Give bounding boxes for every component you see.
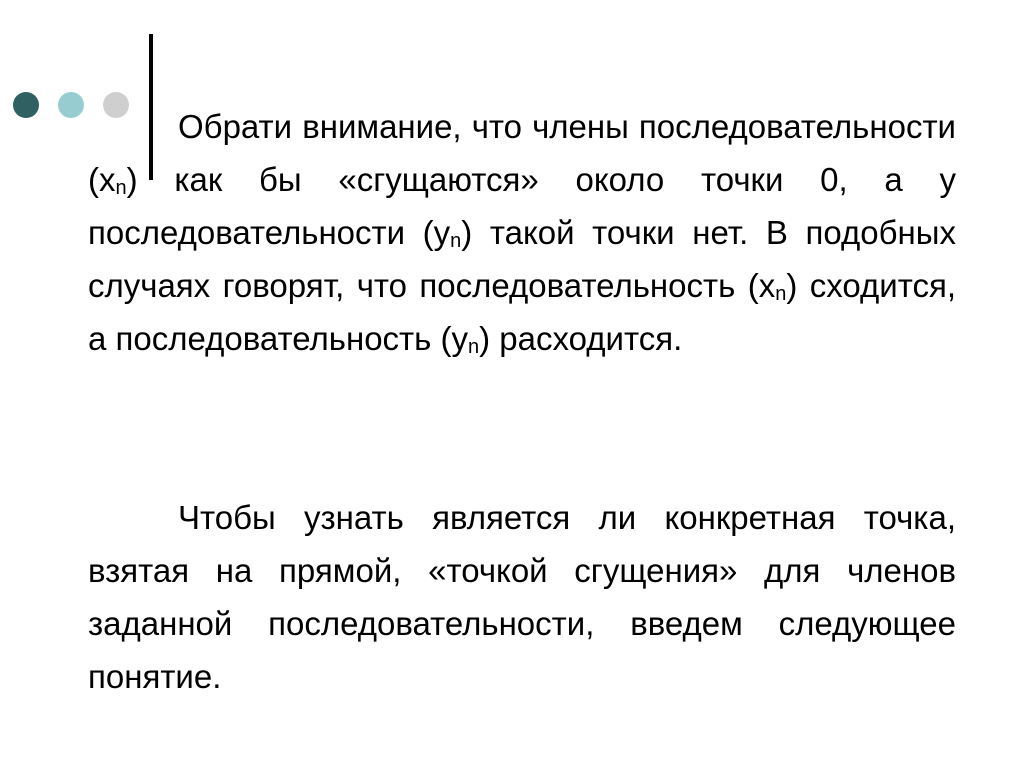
bullet-dot-dark — [13, 92, 39, 118]
bullet-dot-light-teal — [58, 92, 84, 118]
paragraph-1-text — [88, 100, 956, 365]
text-run: ) сходится, а последовательность (y — [88, 267, 956, 357]
subscript-n: n — [115, 177, 127, 199]
subscript-n: n — [775, 283, 787, 305]
paragraph-2-text: Чтобы узнать является ли конкретная точка, взятая на прямой, «точкой сгущения» для членов заданной последовательности, введем следующее понятие. — [88, 499, 956, 695]
text-run: Обрати внимание, что члены последовательности (x — [88, 108, 956, 198]
text-run: ) расходится. — [479, 320, 683, 357]
paragraph-accumulation-point — [88, 491, 956, 703]
subscript-n: n — [468, 336, 480, 358]
subscript-n: n — [450, 230, 462, 252]
text-run: ) как бы «сгущаются» около точки 0, а у последовательности (y — [88, 161, 956, 251]
paragraph-sequence-convergence — [88, 100, 956, 365]
text-run: ) такой точки нет. В подобных случаях говорят, что последовательность (x — [88, 214, 956, 304]
